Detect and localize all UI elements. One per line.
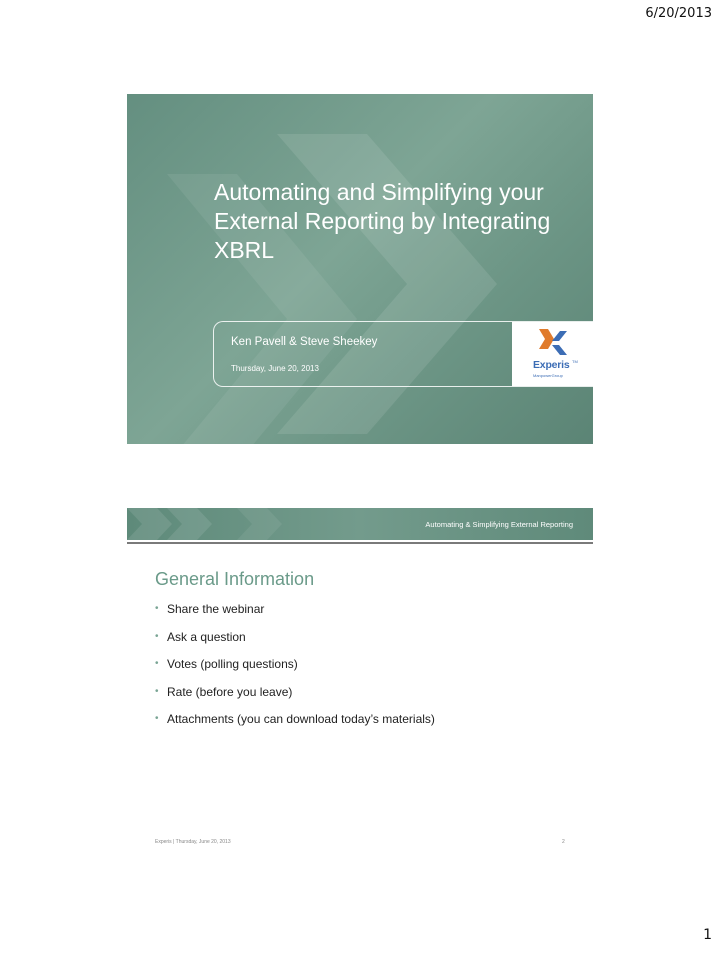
presentation-date: Thursday, June 20, 2013 [231, 364, 319, 373]
section-title: General Information [155, 569, 315, 589]
header-title: Automating & Simplifying External Reporting [425, 520, 573, 529]
handout-page-number: 1 [703, 927, 712, 943]
slide-header-bar [127, 508, 593, 540]
list-item-text: Votes (polling questions) [167, 657, 298, 671]
slide-title: Automating and Simplifying your External Reporting by Integrating XBRL [214, 179, 551, 263]
logo-wordmark: Experis [533, 359, 570, 371]
list-item-text: Rate (before you leave) [167, 684, 293, 699]
list-item [155, 602, 435, 630]
bullet-icon: • [155, 603, 159, 614]
bullet-list [155, 602, 435, 740]
bullet-icon: • [155, 713, 159, 724]
list-item [155, 685, 435, 713]
list-item [155, 657, 435, 685]
chevron-watermark [127, 94, 593, 444]
experis-x-icon [537, 327, 569, 357]
content-slide [127, 508, 593, 858]
handout-date: 6/20/2013 [645, 6, 712, 21]
header-divider [127, 542, 593, 544]
list-item [155, 712, 435, 740]
logo-trademark: TM [572, 359, 578, 364]
experis-logo [512, 322, 593, 386]
list-item-text: Share the webinar [167, 602, 265, 616]
list-item-text: Attachments (you can download today’s materials) [167, 712, 435, 726]
presenter-names: Ken Pavell & Steve Sheekey [231, 336, 378, 348]
list-item [155, 630, 435, 658]
bullet-icon: • [155, 630, 159, 642]
list-item-text: Ask a question [167, 629, 246, 644]
bullet-icon: • [155, 685, 159, 697]
presenter-box [213, 321, 593, 387]
slide-footer: Experis | Thursday, June 20, 2013 [155, 839, 231, 845]
slide-number: 2 [562, 839, 565, 845]
bullet-icon: • [155, 658, 159, 669]
title-slide [127, 94, 593, 444]
logo-subtitle: ManpowerGroup [533, 373, 563, 378]
